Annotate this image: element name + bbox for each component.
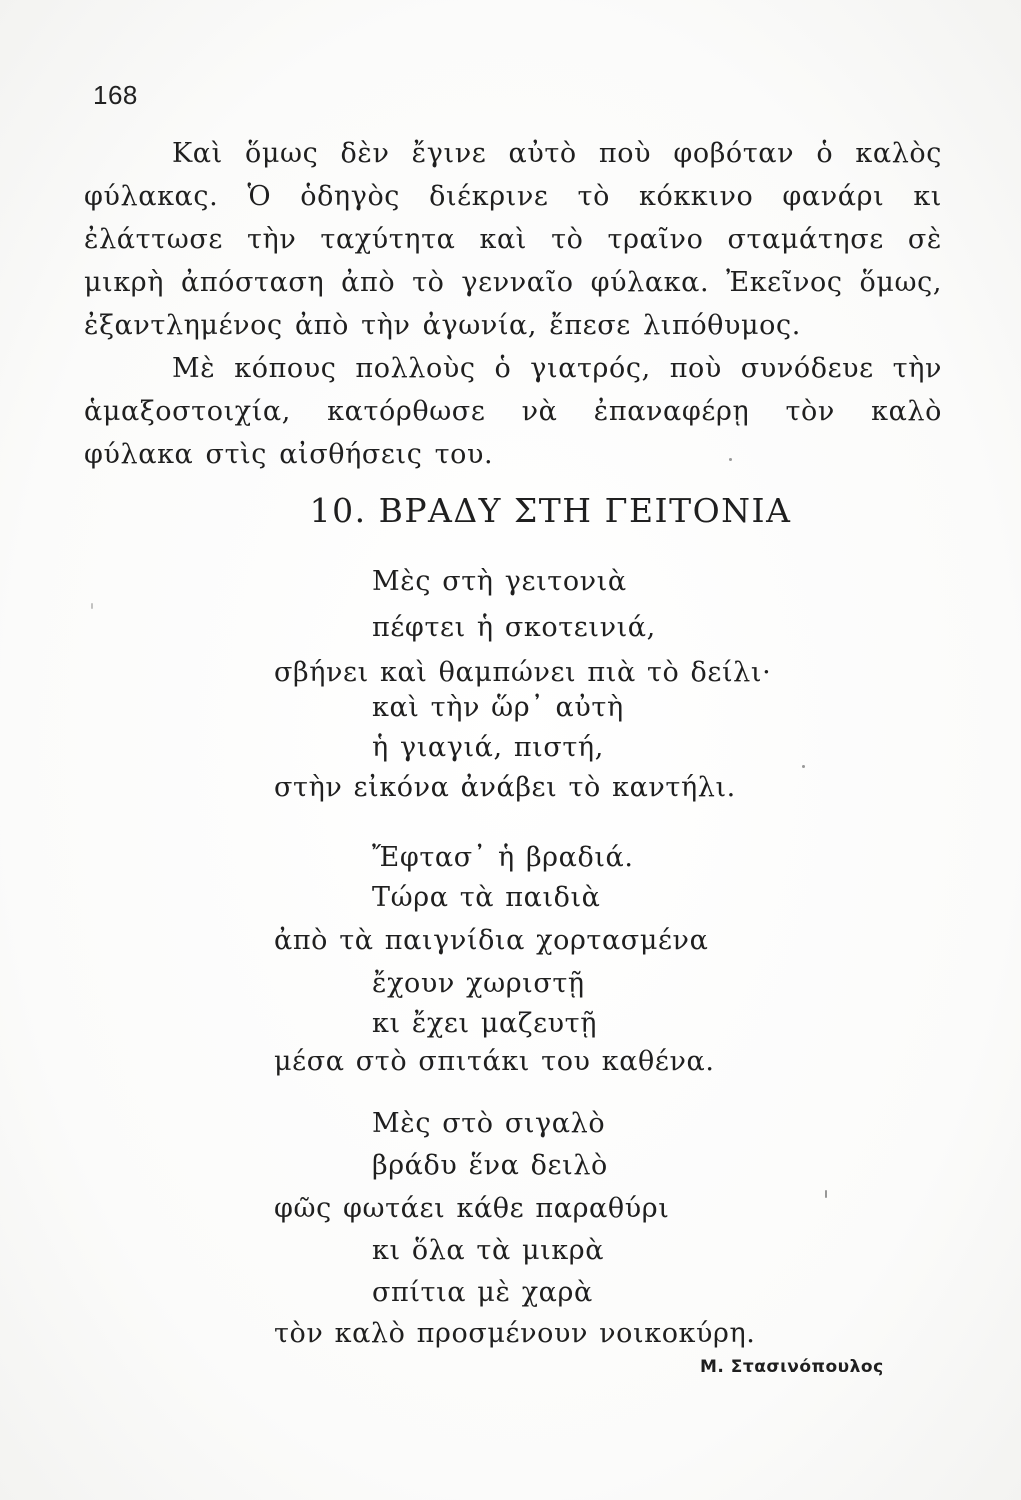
poem-title: 10. ΒΡΑΔΥ ΣΤΗ ΓΕΙΤΟΝΙΑ <box>309 491 792 530</box>
poem-line: Μὲς στὸ σιγαλὸ <box>372 1108 606 1139</box>
poem-line: κι ὅλα τὰ μικρὰ <box>372 1235 605 1266</box>
author-signature: Μ. Στασινόπουλος <box>700 1357 884 1377</box>
prose-section <box>84 132 942 476</box>
print-speck <box>825 1190 827 1198</box>
poem-line: σβήνει καὶ θαμπώνει πιὰ τὸ δείλι· <box>274 657 772 688</box>
page-number: 168 <box>93 80 138 110</box>
poem-line: Μὲς στὴ γειτονιὰ <box>372 566 627 597</box>
poem-line: Ἔφτασ᾽ ἡ βραδιά. <box>372 842 634 873</box>
print-speck <box>729 458 732 461</box>
poem-line: βράδυ ἕνα δειλὸ <box>372 1150 608 1181</box>
poem-line: Τώρα τὰ παιδιὰ <box>372 882 601 913</box>
prose-paragraph: Καὶ ὅμως δὲν ἔγινε αὐτὸ ποὺ φοβόταν ὁ καλὸς φύλακας. Ὁ ὁδηγὸς διέκρινε τὸ κόκκινο φανάρι κι ἐλάττωσε τὴν ταχύτητα καὶ τὸ τραῖνο σταμάτησε σὲ μικρὴ ἀπόσταση ἀπὸ τὸ γενναῖο φύλακα. Ἐκεῖνος ὅμως, ἐξαντλημένος ἀπὸ τὴν ἀγωνία, ἔπεσε λιπόθυμος. <box>84 138 942 341</box>
poem-line: στὴν εἰκόνα ἀνάβει τὸ καντήλι. <box>274 772 736 803</box>
poem-line: κι ἔχει μαζευτῇ <box>372 1008 597 1039</box>
poem-line: σπίτια μὲ χαρὰ <box>372 1277 593 1308</box>
print-speck <box>91 603 93 609</box>
poem-line: τὸν καλὸ προσμένουν νοικοκύρη. <box>274 1318 756 1349</box>
poem-line: φῶς φωτάει κάθε παραθύρι <box>274 1193 670 1224</box>
poem-line: ἀπὸ τὰ παιγνίδια χορτασμένα <box>274 925 709 956</box>
poem-line: ἡ γιαγιά, πιστή, <box>372 732 604 763</box>
prose-paragraph: Μὲ κόπους πολλοὺς ὁ γιατρός, ποὺ συνόδευε τὴν ἁμαξοστοιχία, κατόρθωσε νὰ ἐπαναφέρῃ τὸν καλὸ φύλακα στὶς αἰσθήσεις του. <box>84 353 942 470</box>
poem-line: μέσα στὸ σπιτάκι του καθένα. <box>274 1046 715 1077</box>
print-speck <box>802 765 805 768</box>
poem-line: ἔχουν χωριστῇ <box>372 968 585 999</box>
poem-line: πέφτει ἡ σκοτεινιά, <box>372 612 656 643</box>
poem-line: καὶ τὴν ὥρ᾽ αὐτὴ <box>372 692 624 723</box>
